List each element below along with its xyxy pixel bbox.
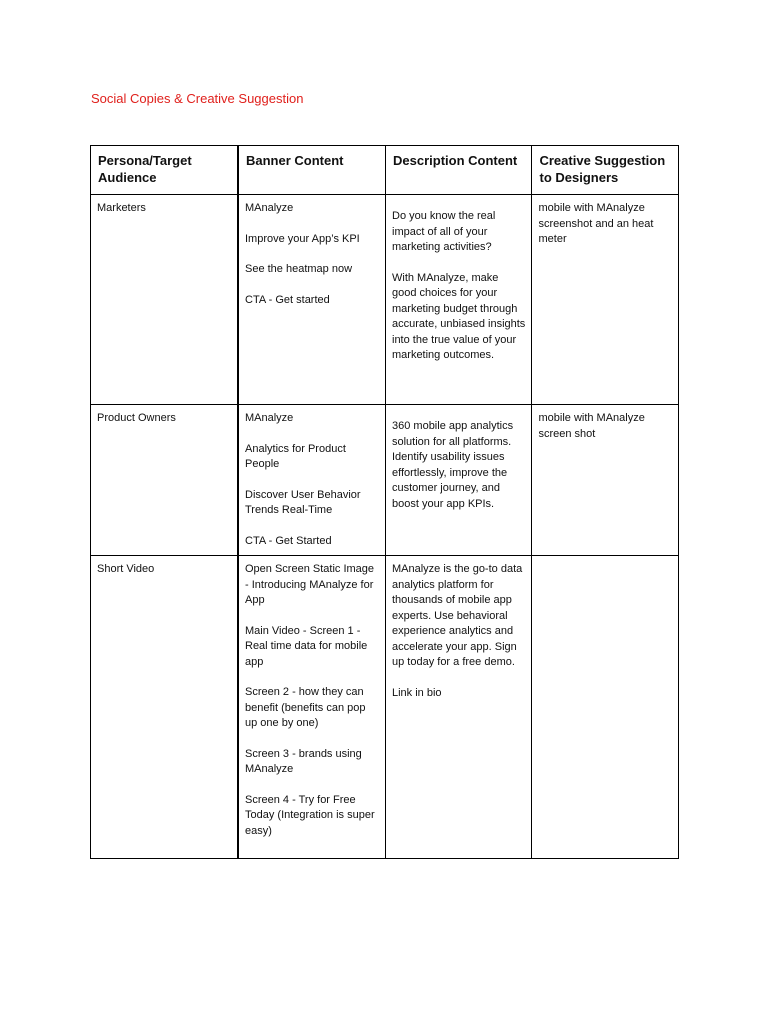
persona-cell bbox=[91, 556, 239, 859]
description-paragraph: MAnalyze is the go-to data analytics platform for thousands of mobile app experts. Use behavioral experience analytics and accelerate your app. Sign up today for a free demo. bbox=[392, 563, 523, 668]
header-description bbox=[386, 146, 532, 195]
header-label: Creative Suggestion to Designers bbox=[539, 153, 666, 185]
document-title: Social Copies & Creative Suggestion bbox=[91, 91, 304, 106]
persona-cell bbox=[91, 195, 239, 405]
header-creative bbox=[532, 146, 679, 195]
header-label: Persona/Target Audience bbox=[98, 153, 192, 185]
creative-cell bbox=[532, 405, 679, 556]
banner-line: CTA - Get started bbox=[245, 293, 330, 306]
banner-line: MAnalyze bbox=[245, 202, 294, 214]
description-cell bbox=[386, 195, 532, 405]
banner-cell bbox=[238, 405, 386, 556]
banner-line: Open Screen Static Image - Introducing MAnalyze for App bbox=[245, 563, 375, 606]
persona-text: Marketers bbox=[97, 202, 146, 214]
banner-line: Screen 4 - Try for Free Today (Integration is super easy) bbox=[245, 793, 375, 837]
description-paragraph: With MAnalyze, make good choices for your marketing budget through accurate, unbiased insights into the true value of your marketing outcomes. bbox=[392, 271, 526, 361]
table-header-row bbox=[91, 146, 679, 195]
banner-cell bbox=[238, 195, 386, 405]
description-paragraph: 360 mobile app analytics solution for all platforms. Identify usability issues effortlessly, improve the customer journey, and boost your app KPIs. bbox=[392, 420, 514, 510]
banner-line: MAnalyze bbox=[245, 412, 294, 424]
banner-line: Screen 3 - brands using MAnalyze bbox=[245, 747, 362, 775]
header-label: Banner Content bbox=[246, 153, 344, 168]
table-row bbox=[91, 405, 679, 556]
description-paragraph: Do you know the real impact of all of your marketing activities? bbox=[392, 210, 496, 253]
banner-cell bbox=[238, 556, 386, 859]
banner-line: See the heatmap now bbox=[245, 263, 353, 275]
creative-cell bbox=[532, 556, 679, 859]
banner-line: Discover User Behavior Trends Real-Time bbox=[245, 488, 361, 516]
creative-text: mobile with MAnalyze screenshot and an heat meter bbox=[538, 202, 654, 245]
header-persona bbox=[91, 146, 239, 195]
persona-text: Short Video bbox=[97, 563, 155, 575]
description-cell bbox=[386, 405, 532, 556]
banner-line: Main Video - Screen 1 - Real time data for mobile app bbox=[245, 624, 368, 668]
creative-text: mobile with MAnalyze screen shot bbox=[538, 412, 645, 440]
creative-cell bbox=[532, 195, 679, 405]
description-paragraph: Link in bio bbox=[392, 686, 442, 699]
persona-text: Product Owners bbox=[97, 412, 176, 424]
banner-line: Improve your App’s KPI bbox=[245, 232, 360, 245]
description-cell bbox=[386, 556, 532, 859]
banner-line: Analytics for Product People bbox=[245, 442, 346, 470]
content-table bbox=[90, 145, 679, 859]
banner-line: CTA - Get Started bbox=[245, 534, 332, 547]
persona-cell bbox=[91, 405, 239, 556]
header-banner bbox=[238, 146, 386, 195]
table-row bbox=[91, 556, 679, 859]
banner-line: Screen 2 - how they can benefit (benefits can pop up one by one) bbox=[245, 686, 366, 729]
table-row bbox=[91, 195, 679, 405]
header-label: Description Content bbox=[393, 153, 518, 168]
